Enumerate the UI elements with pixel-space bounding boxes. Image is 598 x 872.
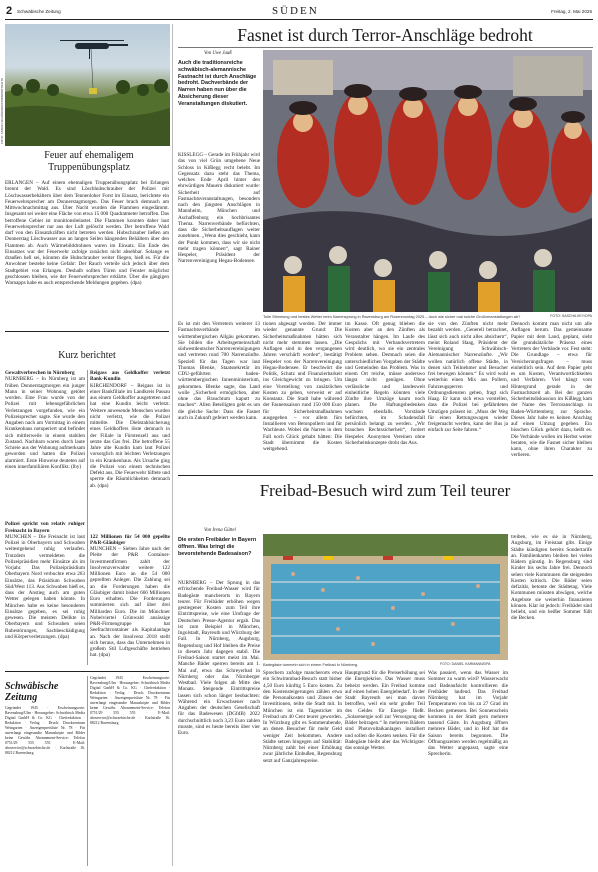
helicopter-photo-art <box>5 24 170 146</box>
fasnet-col3: im Kasse. Oft genug blieben die Kosten aber an den Zünften als Veranstalter hängen. Im Laufe des Gesprächs mit Verbandsvertretern wird deutlich, wo sie ein zentrales Problem sehen. Demnach seien die unterschiedlichen Vorgaben der Städte und Gemeinden das Problem. Was in einem Ort reiche, müsse anderswo längst nicht genügen. Ohne verlässliche und landesweit einheitliche Regeln könnten viele Zünfte ihre Umzüge kaum noch planen. Die Haftungsbedenken wachsen ebenfalls. Vorstände befürchten, im Schadensfall persönlich belangt zu werden. „Wir brauchen Rechtssicherheit“, fordert Hespeler. Anonymen Vereinen ohne Sicherheitskonzepte droht das Aus. <box>345 321 425 446</box>
fire-body: ERLANGEN – Auf einem ehemaligen Truppenübungsplatz bei Erlangen brennt der Wald. Es sind Löschhubschrauber der Polizei mit Löschwasserbehältern über dem Tennenloher Forst im Einsatz, berichtete ein Feuerwehrsprecher am Donnerstagmorgen. Das Feuer brach demnach am Mittwochnachmittag aus. Über Nacht wurden die Flammen eingedämmt. Insgesamt sei weiter eine Fläche von etwa 15 000 Quadratmeter betroffen. Das betroffene Gebiet ist munitionsbelastet. Die Flammen konnten daher laut Feuerwehrsprecher nur aus der Luft gelöscht werden. Der betroffene Wald darf von den Einsatzkräften nicht betreten werden. Hubschrauber ließen am Donnerstag Löschwasser aus an langen Seilen hängenden Behältern über den Flammen ab. Auch Wärmebilddrohnen waren im Einsatz. Ein Ende des Einsatzes war der Feuerwehr zufolge zunächst nicht absehbar. Solange es draußen hell sei, könnten die Hubschrauber weiter fliegen, hieß es. Für die Anwohner bestehe keine Gefahr: Der Rauch verteile sich jedoch über dem Stadtgebiet von Erlangen. Deshalb sollten Türen und Fenster möglichst geschlossen bleiben, wie der Feuerwehrsprecher erklärte. Über die gängigen Warnapps habe es auch entsprechende Meldungen gegeben. (dpa) <box>5 180 169 286</box>
freibad-photo-caption: Badegäste tummeln sich in einem Freibad in Nürnberg. <box>263 662 359 667</box>
helicopter-photo <box>5 24 170 146</box>
fasnet-photo <box>263 50 592 312</box>
fasnet-lead: Auch die traditionsreiche schwäbisch-alemannische Fastnacht ist durch Anschläge bedroht. Dachverbände der Narren haben nun über die Absicherung dieser Veranstaltungen diskutiert. <box>178 60 257 107</box>
header-rule <box>5 19 593 20</box>
freibad-col1: NÜRNBERG – Der Sprung in das erfrischende Freibad-Wasser wird für Badegäste mancherorts in Bayern teurer. Für Freibäder erhöhen wegen gestiegener Kosten zum Teil ihre Eintrittspreise, wie eine Umfrage der Deutschen Presse-Agentur ergab. Das ist zum Beispiel in München, Ingolstadt, Bayreuth und Würzburg der Fall. In Nürnberg, Augsburg, Regensburg und Hof bleiben die Preise in diesem Jahr dagegen stabil. Die Freibad-Saison startet meist im Mai. Manche Bäder sperren bereits am 1. Mai auf, etwa das Schreyerbad in Nürnberg oder das Nürnberger Westbad. Viele folgen ab Mitte des Monats. Steigende Eintrittspreise lassen sich schon länger beobachten: Während ein Erwachsener nach Angaben der deutschen Gesellschaft für das Badewesen (DGfdB) 2022 durchschnittlich noch 3,23 Euro zahlen musste, sind es heute bereits über vier Euro. <box>178 580 260 736</box>
fire-headline: Feuer auf ehemaligem Truppenübungsplatz <box>44 150 134 173</box>
kurz-item-headline: Gewaltverbrechen in Nürnberg <box>5 370 75 376</box>
freibad-col2: Sprechern zufolge mancherorts etwa ein Schwimmbad-Besuch statt bisher 4,50 Euro künftig 5 Euro kosten. Zu den Kostensteigerungen zählen etwa die Personalkosten und Zinsen der Investitionen, teilte die Stadt mit. In München ist ein Tagesticket im Freibad um 40 Cent teurer geworden. In Würzburg gibt es Sommerabende, an denen Besucher für mehr Geld weniger Zeit bekommen. Andere Städte setzen hingegen auf Stabilität: Nürnberg zahlt bei einer Erhöhung zwar jährliche Einbußen, Regensburg setzt auf Ganzjahrespreise. <box>263 670 342 764</box>
fasnet-photo-art <box>263 50 592 312</box>
fasnet-col4: sie von den Zünften nicht mehr bezahlt werden. „Generell betrachtet, lässt sich auch nicht alles absichern“, meint Roland Haag, Präsident der Vereinigung Schwäbisch-Alemannischer Narrenzünfte. „Wir wollen natürlich offene Städte, in denen sich Teilnehmer und Besucher frei bewegen können.“ Es wird wohl weiterhin einen Mix aus Pollern, Fahrzeugsperren und Ordnungsdiensten geben, fragt sich Haag. Er kann sich etwa vorstellen, dass die Polizei bei gefährdeten Umzügen präsent ist. „Muss der Weg für einen Rettungswagen wieder freigemacht werden, kann der Bus ja einfach zur Seite fahren.“ <box>428 321 508 434</box>
page-number: 2 <box>6 5 13 17</box>
imprint-body: Gegründet 1945 · Erscheinungsorte: Ravensburg/Ulm · Herausgeber: Schwäbisch Media Digital GmbH & Co. KG · Chefredaktion · Redaktion · Verlag · Druck: Druckzentrum Weingarten · Anzeigenpreisliste Nr. 78 · Für unverlangt eingesandte Manuskripte und Bilder keine Gewähr. Abonnement-Service: Telefon 0751/29 555 555 · E-Mail: aboservice@schwaebische.de · Karlstraße 16, 88212 Ravensburg <box>5 706 85 755</box>
kurz-item-body: MÜNCHEN – Sieben Jahre nach der Pleite der P&R Container-Investmentfirmen zahlt der Insolvenzverwalter weitere 122 Millionen Euro an die 54 000 geprellten Anleger. Die Zahlung sei an die Forderungen haben die Gläubiger damit bisher 666 Millionen Euro erhalten. Die Forderungen summierten sich auf über drei Milliarden Euro. Die im Münchner Nobelviertel Grünwald ansässige P&R-Firmengruppe hat Seefrachtcontainer als Kapitalanlage an. Nach der Insolvenz 2018 stellt sich heraus, dass das Unternehmen in großem Stil Luftgeschäfte betrieben hat. (dpa) <box>90 546 170 659</box>
kurz-item-body: MÜNCHEN – Die Freinacht ist laut Polizei in Oberbayern und Schwaben weitestgehend ruhig verlaufen. Trotzdem vermeldeten die Polizeipräsidien mehr Einsätze als im Vorjahr. Das Polizeipräsidium Oberbayern Nord verbuchte etwa 263 Einsätze, das Präsidium Schwaben Süd/West 113. Aus Schwaben hieß es, dass der Anstieg auch am guten Wetter gelegen haben könnte. In München habe es keine besonderen Einsätze gegeben, es sei ruhig gewesen. Die meisten Delikte in Oberbayern und Schwaben seien Ruhestörungen, Sachbeschädigung und Körperverletzungen. (dpa) <box>5 533 85 640</box>
imprint-rule <box>5 671 169 672</box>
freibad-col5: treiben, wie es sie in Nürnberg, Augsburg, im Freistaat gibt. Einige Städte kündigten bereits Sondertarife an. Familienkarten bleiben bei vielen Bädern günstig. In Regensburg sind Kinder bis sechs Jahre frei. Dennoch sehen viele Kommunen die steigenden Kosten kritisch. Die Bäder seien defizitär, betonte der Städtetag. Viele Kommunen müssten abwägen, welche Angebote sie weiterhin finanzieren können. Klar ist jedoch: Freibäder sind beliebt, und ein heißer Sommer füllt die Becken. <box>511 534 592 622</box>
freibad-rule <box>178 475 593 476</box>
fasnet-photo-caption: Tolle Stimmung und bestes Wetter beim Narrensprung in Ravensburg am Rosenmontag 2025 – doch wie sicher mal solche Großveranstaltungen ab? <box>263 314 521 319</box>
kurz-title: Kurz berichtet <box>58 350 116 361</box>
kurz-item-headline: Polizei spricht von relativ ruhiger Freinacht in Bayern <box>5 521 85 534</box>
freibad-col3: Hauptgrund für die Preiserhöhung sei die Energiekrise. Das Wasser muss beheizt werden. Ein Freibad komme auf einen hohen Energiebedarf. In der Stadt Bayreuth sei man davon betroffen, weil ein sehr großer Teil des Geldes für Energie fließt. „Solarenergie soll zur Versorgung der Bäder beitragen.“ In mehreren Bädern sind Photovoltaikanlagen installiert und sollen die Kosten senken. Für die Badegäste bleibt aber das Wichtigste: das sonnige Wetter. <box>345 670 425 751</box>
fasnet-col1: KISSLEGG – Gerade im Frühjahr wird das von viel Grün umgebene Neue Schloss in Kißlegg recht belebt. Im Gegensatz dazu steht das Thema, welches Ende April hinter den ehrwürdigen Mauern diskutiert wurde: Sicherheit auf Fastnachtsveranstaltungen, besonders nach den jüngsten Anschlägen in Mannheim, München und Aschaffenburg ein hochbrisantes Thema. Narrenverbände befürchten, dass die Sicherheitsauflagen weiter zunehmen. „Wenn dies geschieht, kann der Punkt kommen, dass wir sie nicht mehr tragen können“, sagt Rainer Hespeler, Präsident der Narrenvereinigung Hegau-Bodensee. <box>178 152 260 265</box>
paper-name: Schwäbische Zeitung <box>17 9 61 14</box>
kurz-col-right <box>90 370 170 668</box>
fasnet-col2: tionen abgesagt worden. Der immer wieder genannte Grund: Die Sicherheitsmaßnahmen hätten sich nicht mehr stemmen lassen. „Die Auflagen sind in den vergangenen Jahren verschärft worden“, bestätigt Hespeler von der Narrenvereinigung Hegau-Bodensee. Er beschwört die Politik, Schutz und Finanzierbarkeit ins Gleichgewicht zu bringen. Um eine Vorstellung von zusätzlichen Kosten zu geben, verweist er auf Konstanz. Die Stadt habe während der Fasnetssaison rund 150 000 Euro für Sicherheitsmaßnahmen ausgegeben – vor allem fürs Installieren von Betonpollern und für Wachleute. Wobei die Narren in dem Fall noch Glück gehabt hätten: Die Stadt übernimmt die Kosten weitgehend. <box>263 321 342 452</box>
freibad-headline: Freibad-Besuch wird zum Teil teurer <box>259 481 511 500</box>
header-date: Freitag, 2. Mai 2025 <box>551 9 592 14</box>
fasnet-rule <box>178 47 593 48</box>
imprint-divider <box>87 676 88 866</box>
freibad-photo <box>263 534 508 660</box>
kurz-divider <box>87 370 88 665</box>
kurz-item-headline: 122 Millionen für 54 000 gepellte P&R-Gläubiger <box>90 533 170 546</box>
kurz-item-body: KIRCHENDORF – Reigass ist in einer Bankfiliale im Landkreis Passau aus einem Geldkoffer ausgetreten und hat eine Kundin leicht verletzt. Weitere anwesende Menschen wurden nicht verletzt, wie die Polizei mitteilte. Die Diebstahlsicherung eines Geldkoffers löste demnach in der Filiale in Fürstenzell aus und setzte das Gas frei. Die betroffene 55 Jahre alte Kundin kam laut Polizei vorsorglich mit leichten Verletzungen in ein Krankenhaus. Als Ursache ging die Polizei von einem technischen Defekt aus. Die Feuerwehr lüftete und sperrte die Räumlichkeiten demnach ab. (dpa) <box>90 382 170 489</box>
freibad-photo-credit: FOTO: DANIEL KARMANN/DPA <box>440 662 491 666</box>
kurz-col-left <box>5 370 85 668</box>
imprint-masthead: Schwäbische Zeitung <box>5 681 59 703</box>
section-title: SÜDEN <box>272 5 319 17</box>
kurz-rule <box>5 331 169 332</box>
imprint-body-right: Gegründet 1945 · Erscheinungsorte: Ravensburg/Ulm · Herausgeber: Schwäbisch Media Digital GmbH & Co. KG · Chefredaktion · Redaktion · Verlag · Druck: Druckzentrum Weingarten · Anzeigenpreisliste Nr. 78 · Für unverlangt eingesandte Manuskripte und Bilder keine Gewähr. Abonnement-Service: Telefon 0751/29 555 555 · E-Mail: aboservice@schwaebische.de · Karlstraße 16, 88212 Ravensburg <box>90 676 170 725</box>
kurz-item-body: NÜRNBERG – In Nürnberg ist am frühen Donnerstagmorgen ein junger Mann in seiner Wohnung getötet worden. Eine Frau wurde von der Polizei mit lebensgefährlichen Verletzungen vorgefunden, wie ein Polizeisprecher sagte. Sie wurde den Angaben nach am Vormittag in einem Krankenhaus notoperiert und befindet sich mittlerweile in einem stabilen Zustand. Nachbarn waren durch laute Schreie aus der Wohnung aufmerksam geworden und hatten die Polizei alarmiert. Erste Hinweise deuteten auf einen innerfamiliären Konflikt. (lby) <box>5 376 85 470</box>
helicopter-photo-credit: FOTO: FABIAN SCHÖNDIENST/BWPORTRAITS <box>0 77 4 144</box>
column-divider <box>172 24 173 866</box>
freibad-photo-art <box>263 534 508 660</box>
freibad-lead: Die ersten Freibäder in Bayern öffnen. Was bringt die bevorstehende Badesaison? <box>178 537 257 557</box>
fasnet-photo-credit: FOTO: SASCHA KEY/DPA <box>550 314 592 318</box>
fasnet-author: Von Uwe Jauß <box>204 51 232 56</box>
freibad-col4: Was passiert, wenn das Wasser im Sommer zu warm wird? Wasserwacht und Badeaufsicht kontrollieren die Freibäder laufend. Das Freibad Nürnberg hat im Vorjahr Temperaturen von bis zu 27 Grad im Becken gemessen. Bei Sonnenschein kommen in der Stadt gern mehrere tausend Gäste. In Augsburg öffnen mehrere Bäder, und in Hof hat die Saison bereits begonnen. Die Öffnungszeiten werden regelmäßig an das Wetter angepasst, sagte eine Sprecherin. <box>428 670 508 758</box>
fasnet-col5-lower: Dennoch kommt man nicht um alle Auflagen herum. Das gemeinsame Papier mit dem Land, geplant, sieht die grundsätzliche Präsenz eines Vertreters der Verbände vor. Fest steht: Die Grundlage – etwa für Versicherungsfragen – muss einheitlich sein. Auf dem Papier geht es um Kosten, Verantwortlichkeiten und Verfahren. Viel hängt vom Hintergrund gerade in der Fastnachtszeit ab. Bei der ganzen Sicherheitsdiskussion im Kißlegg kam der Name des Terroranschlags in Baden-Württemberg zur Sprache. Dieses Jahr habe es keinen Anschlag auf einen Umzug gegeben. Ein bisschen Glück gehört dazu, heißt es. Die Verbände wollen im Herbst weiter beraten, wie die Fasnet sicher bleiben kann, ohne ihren Charakter zu verlieren. <box>511 321 592 459</box>
fasnet-headline: Fasnet ist durch Terror-Anschläge bedroht <box>237 25 533 45</box>
freibad-author: Von Irena Güttel <box>204 528 236 533</box>
kurz-item-headline: Reigass aus Geldkoffer verletzt Bank-Kundin <box>90 370 170 383</box>
fasnet-col1b: Es ist mit den Vertretern weiterer 13 Fastnachtsverbände im württembergischen Allgäu gekommen. Sie bilden die Arbeitsgemeinschaft südwestdeutscher Narrenvereinigungen und vertreten rund 700 Narrenzünfte. Speziell für das Tagen war laut Thomas Blenke, Staatssekretär im CDU-geführten baden-württembergischen Innenministerium, gekommen. Blenke sagte, das Land wolle „Sicherheit ermöglichen, aber ohne das Brauchtum kaputt zu machen“. Allen Beteiligten geht es um die gleiche Sache: Dass die Fasnet auch in Zukunft gefeiert werden kann. <box>178 321 260 421</box>
